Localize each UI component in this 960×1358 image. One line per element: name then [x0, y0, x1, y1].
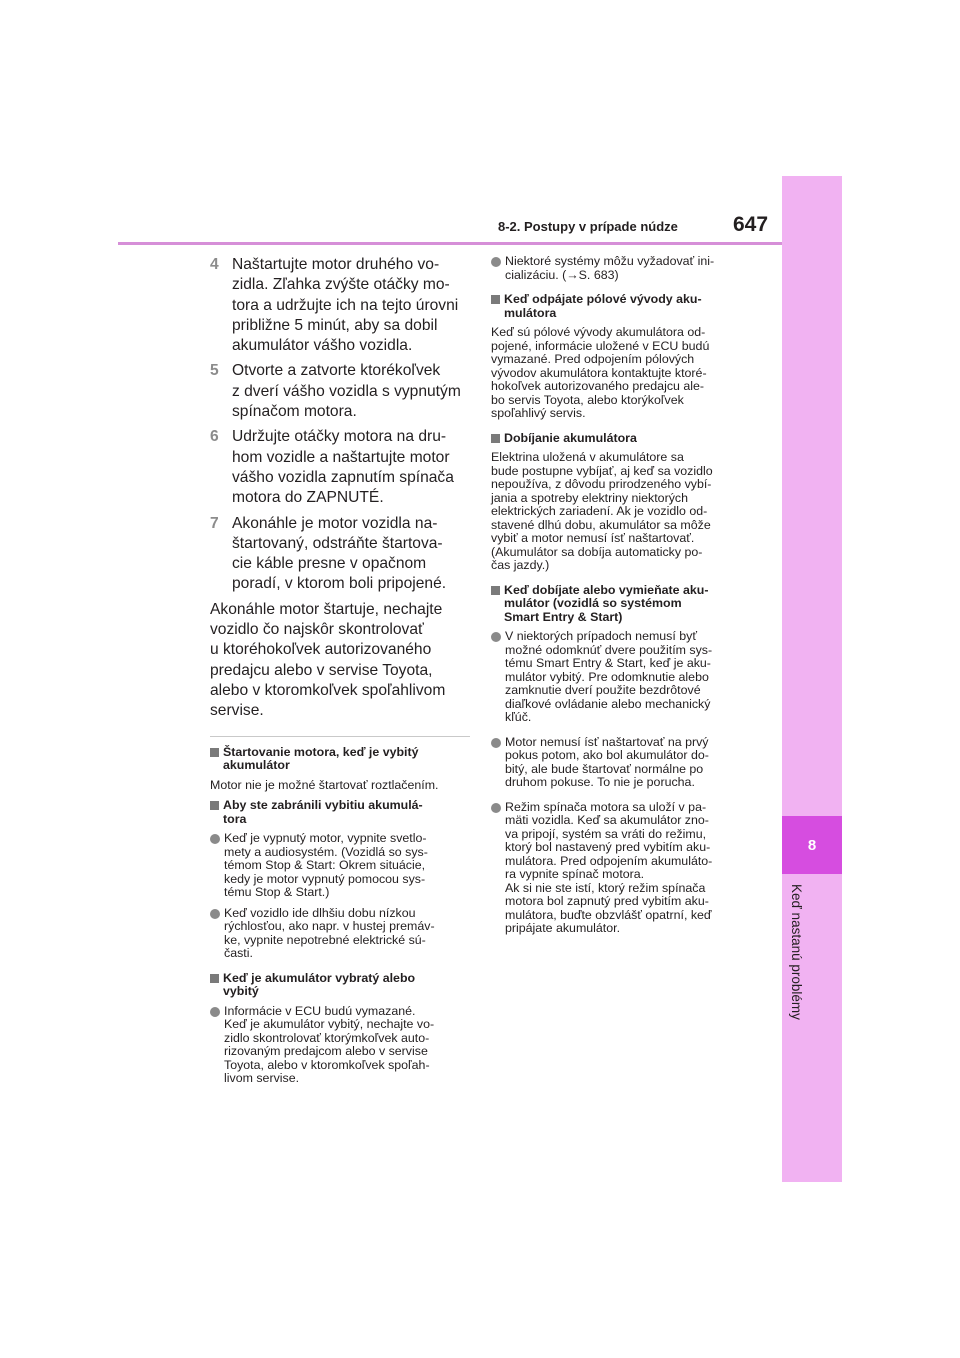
text-no-push-start: Motor nie je možné štartovať roztlačením. — [210, 777, 439, 792]
step-item — [210, 361, 470, 422]
chapter-title-vertical — [782, 884, 842, 1044]
bullet-item: Keď vozidlo ide dlhšiu dobu nízkou rýchlosťou, ako napr. v hustej premáv- ke, vypnite nepotrebné elektrické sú- časti. — [210, 907, 470, 961]
section-title: 8-2. Postupy v prípade núdze — [498, 219, 678, 234]
heading-prevent-discharge: Aby ste zabránili vybitiu akumulá- tora — [210, 799, 470, 826]
step-text: Akonáhle je motor vozidla na- štartovaný, odstráňte štartova- cie káble presne v opačnom poradí, v ktorom boli pripojené. — [232, 514, 447, 593]
step-item — [210, 514, 470, 595]
closing-paragraph — [210, 600, 470, 722]
step-item — [210, 255, 470, 356]
heading-charging: Dobíjanie akumulátora — [491, 432, 761, 446]
step-number: 4 — [210, 256, 219, 273]
square-bullet-icon — [210, 974, 219, 983]
steps-list — [210, 255, 470, 595]
square-bullet-icon — [210, 801, 219, 810]
bullet-item: Režim spínača motora sa uloží v pa- mäti vozidla. Keď sa akumulátor zno- va pripojí, systém sa vráti do režimu, ktorý bol nastavený pred vybitím aku- mulátora. Pred odpojením akumuláto- ra vypnite spínač motora. Ak si nie ste istí, ktorý režim spínača motora bol zapnutý pred vybitím aku- mulátora, buďte obzvlášť opatrní, keď pripájate akumulátor. — [491, 801, 761, 936]
header-rule — [118, 242, 782, 245]
bullet-item: Keď je vypnutý motor, vypnite svetlo- mety a audiosystém. (Vozidlá so sys- témom Stop & Start: Okrem situácie, kedy je motor vypnutý pomocou sys- tému Stop & Start.) — [210, 832, 470, 900]
left-column — [210, 255, 470, 1093]
chapter-title: Keď nastanú problémy — [789, 884, 804, 1020]
divider — [210, 736, 470, 737]
chapter-number: 8 — [807, 836, 817, 854]
closing-paragraph-text: Akonáhle motor štartuje, nechajte vozidlo čo najskôr skontrolovať u ktoréhokoľvek autorizovaného predajcu alebo v servise Toyota, alebo v ktoromkoľvek spoľahlivom servise. — [210, 600, 446, 720]
square-bullet-icon — [491, 586, 500, 595]
circle-bullet-icon — [491, 738, 501, 748]
page-number: 647 — [733, 213, 769, 236]
step-number: 5 — [210, 362, 219, 380]
bullet-item: Motor nemusí ísť naštartovať na prvý pokus potom, ako bol akumulátor do- bitý, ale bude štartovať normálne po druhom pokuse. To nie je porucha. — [491, 736, 761, 790]
square-bullet-icon — [210, 748, 219, 757]
heading-jump-start: Štartovanie motora, keď je vybitý akumulátor — [210, 746, 470, 773]
step-text: Otvorte a zatvorte ktorékoľvek z dverí vášho vozidla s vypnutým spínačom motora. — [232, 362, 461, 421]
heading-recharge-replace: Keď dobíjate alebo vymieňate aku- mulátor (vozidlá so systémom Smart Entry & Start) — [491, 584, 761, 625]
text-charging: Elektrina uložená v akumulátore sa bude postupne vybíjať, aj keď sa vozidlo nepoužíva, z dôvodu prirodzeného vybí- jania a spotreby elektriny niektorých elektrických zariadení. Ak je vozidlo od- stavené dlhú dobu, akumulátor sa môže vybiť a motor nemusí ísť naštartovať. (Akumulátor sa dobíja automaticky po- čas jazdy.) — [491, 450, 713, 572]
step-text: Naštartujte motor druhého vo- zidla. Zľahka zvýšte otáčky mo- tora a udržujte ich na tejto úrovni približne 5 minút, aby sa dobil akumulátor vášho vozidla. — [232, 256, 459, 355]
chapter-number-box — [782, 816, 842, 874]
bullet-item: Informácie v ECU budú vymazané. Keď je akumulátor vybitý, nechajte vo- zidlo skontrolovať ktorýmkoľvek auto- rizovaným predajcom alebo v servise Toyota, alebo v ktoromkoľvek spoľah- livom servise. — [210, 1005, 470, 1086]
square-bullet-icon — [491, 434, 500, 443]
step-number: 6 — [210, 428, 219, 446]
text-disconnect-terminals: Keď sú pólové vývody akumulátora od- pojené, informácie uložené v ECU budú vymazané. Pred odpojením pólových vývodov akumulátora kontaktujte ktoré- hokoľvek autorizovaného predajcu ale- bo servis Toyota, alebo ktorýkoľvek spoľahlivý servis. — [491, 325, 710, 420]
step-number: 7 — [210, 514, 219, 532]
circle-bullet-icon — [491, 632, 501, 642]
circle-bullet-icon — [210, 834, 220, 844]
circle-bullet-icon — [210, 1007, 220, 1017]
bullet-item: Niektoré systémy môžu vyžadovať ini- cializáciu. (→S. 683) — [491, 255, 761, 282]
circle-bullet-icon — [491, 257, 501, 267]
heading-battery-removed: Keď je akumulátor vybratý alebo vybitý — [210, 972, 470, 999]
circle-bullet-icon — [491, 803, 501, 813]
step-item — [210, 427, 470, 508]
bullet-item: V niektorých prípadoch nemusí byť možné odomknúť dvere použitím sys- tému Smart Entry & Start, keď je aku- mulátor vybitý. Pre odomknutie alebo zamknutie dverí použite bezdrôtové diaľkové ovládanie alebo mechanický kľúč. — [491, 630, 761, 725]
circle-bullet-icon — [210, 909, 220, 919]
square-bullet-icon — [491, 295, 500, 304]
step-text: Udržujte otáčky motora na dru- hom vozidle a naštartujte motor vášho vozidla zapnutím spínača motora do ZAPNUTÉ. — [232, 428, 454, 507]
right-column — [491, 255, 761, 943]
heading-disconnect-terminals: Keď odpájate pólové vývody aku- mulátora — [491, 293, 761, 320]
